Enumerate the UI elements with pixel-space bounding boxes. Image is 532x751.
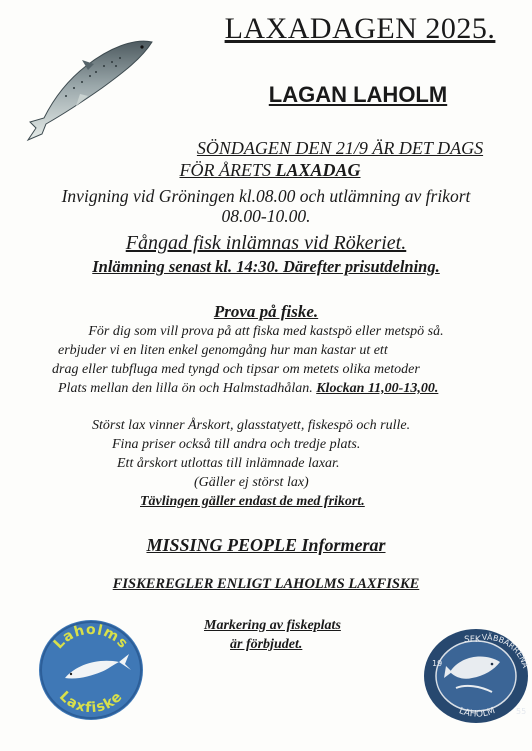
try-fishing-line-1: För dig som vill prova på att fiska med kastspö eller metspö så.	[88, 324, 444, 339]
logo-right-year-left: 19	[432, 659, 443, 668]
logo-right-top-text: SFK	[464, 635, 481, 645]
logo-right-arc-text: VÄBBÄRRENA	[481, 632, 530, 670]
intro-laxadag-strong: LAXADAG	[275, 160, 361, 180]
logo-left-bottom-text: Laxfiske	[56, 688, 126, 717]
prize-line-3: Ett årskort utlottas till inlämnade laxar.	[117, 456, 340, 471]
intro-date-line: SÖNDAGEN DEN 21/9 ÄR DET DAGS	[196, 138, 484, 158]
intro-laxadag-line	[150, 160, 390, 181]
logo-right-year-right: 55	[516, 707, 527, 716]
sfk-club-logo	[422, 626, 532, 726]
intro-laxadag-prefix: FÖR ÅRETS	[179, 160, 276, 180]
try-fishing-time: Klockan 11,00-13,00.	[316, 381, 439, 396]
try-fishing-line-3: drag eller tubfluga med tyngd och tipsar om metets olika metoder	[52, 362, 420, 377]
location-heading: LAGAN LAHOLM	[268, 82, 448, 107]
try-fishing-line-4	[58, 381, 438, 397]
intro-time-line: 08.00-10.00.	[221, 206, 311, 226]
intro-catch-line: Fångad fisk inlämnas vid Rökeriet.	[125, 232, 407, 254]
salmon-illustration	[24, 36, 158, 146]
prize-line-4: (Gäller ej störst lax)	[194, 475, 309, 490]
intro-opening-line: Invigning vid Gröningen kl.08.00 och utlämning av frikort	[61, 186, 471, 206]
prize-line-2: Fina priser också till andra och tredje plats.	[112, 437, 361, 452]
missing-people-heading: MISSING PEOPLE Informerar	[146, 535, 386, 555]
laholms-laxfiske-logo	[37, 618, 145, 722]
try-fishing-line-2: erbjuder vi en liten enkel genomgång hur man kastar ut ett	[58, 343, 388, 358]
page-title: LAXADAGEN 2025.	[224, 12, 496, 45]
logo-left-top-text: Laholms	[50, 621, 132, 653]
intro-deadline-line: Inlämning senast kl. 14:30. Därefter prisutdelning.	[92, 257, 440, 276]
logo-right-bottom-text: LAHOLM	[457, 706, 497, 720]
prize-line-5: Tävlingen gäller endast de med frikort.	[140, 494, 365, 509]
prize-line-1: Störst lax vinner Årskort, glasstatyett, fiskespö och rulle.	[92, 418, 411, 433]
try-fishing-heading: Prova på fiske.	[213, 302, 319, 321]
try-fishing-place: Plats mellan den lilla ön och Halmstadhålan.	[58, 381, 317, 396]
marking-line-1: Markering av fiskeplats	[204, 618, 341, 633]
rules-heading: FISKEREGLER ENLIGT LAHOLMS LAXFISKE	[112, 576, 420, 592]
marking-line-2: är förbjudet.	[230, 637, 303, 652]
